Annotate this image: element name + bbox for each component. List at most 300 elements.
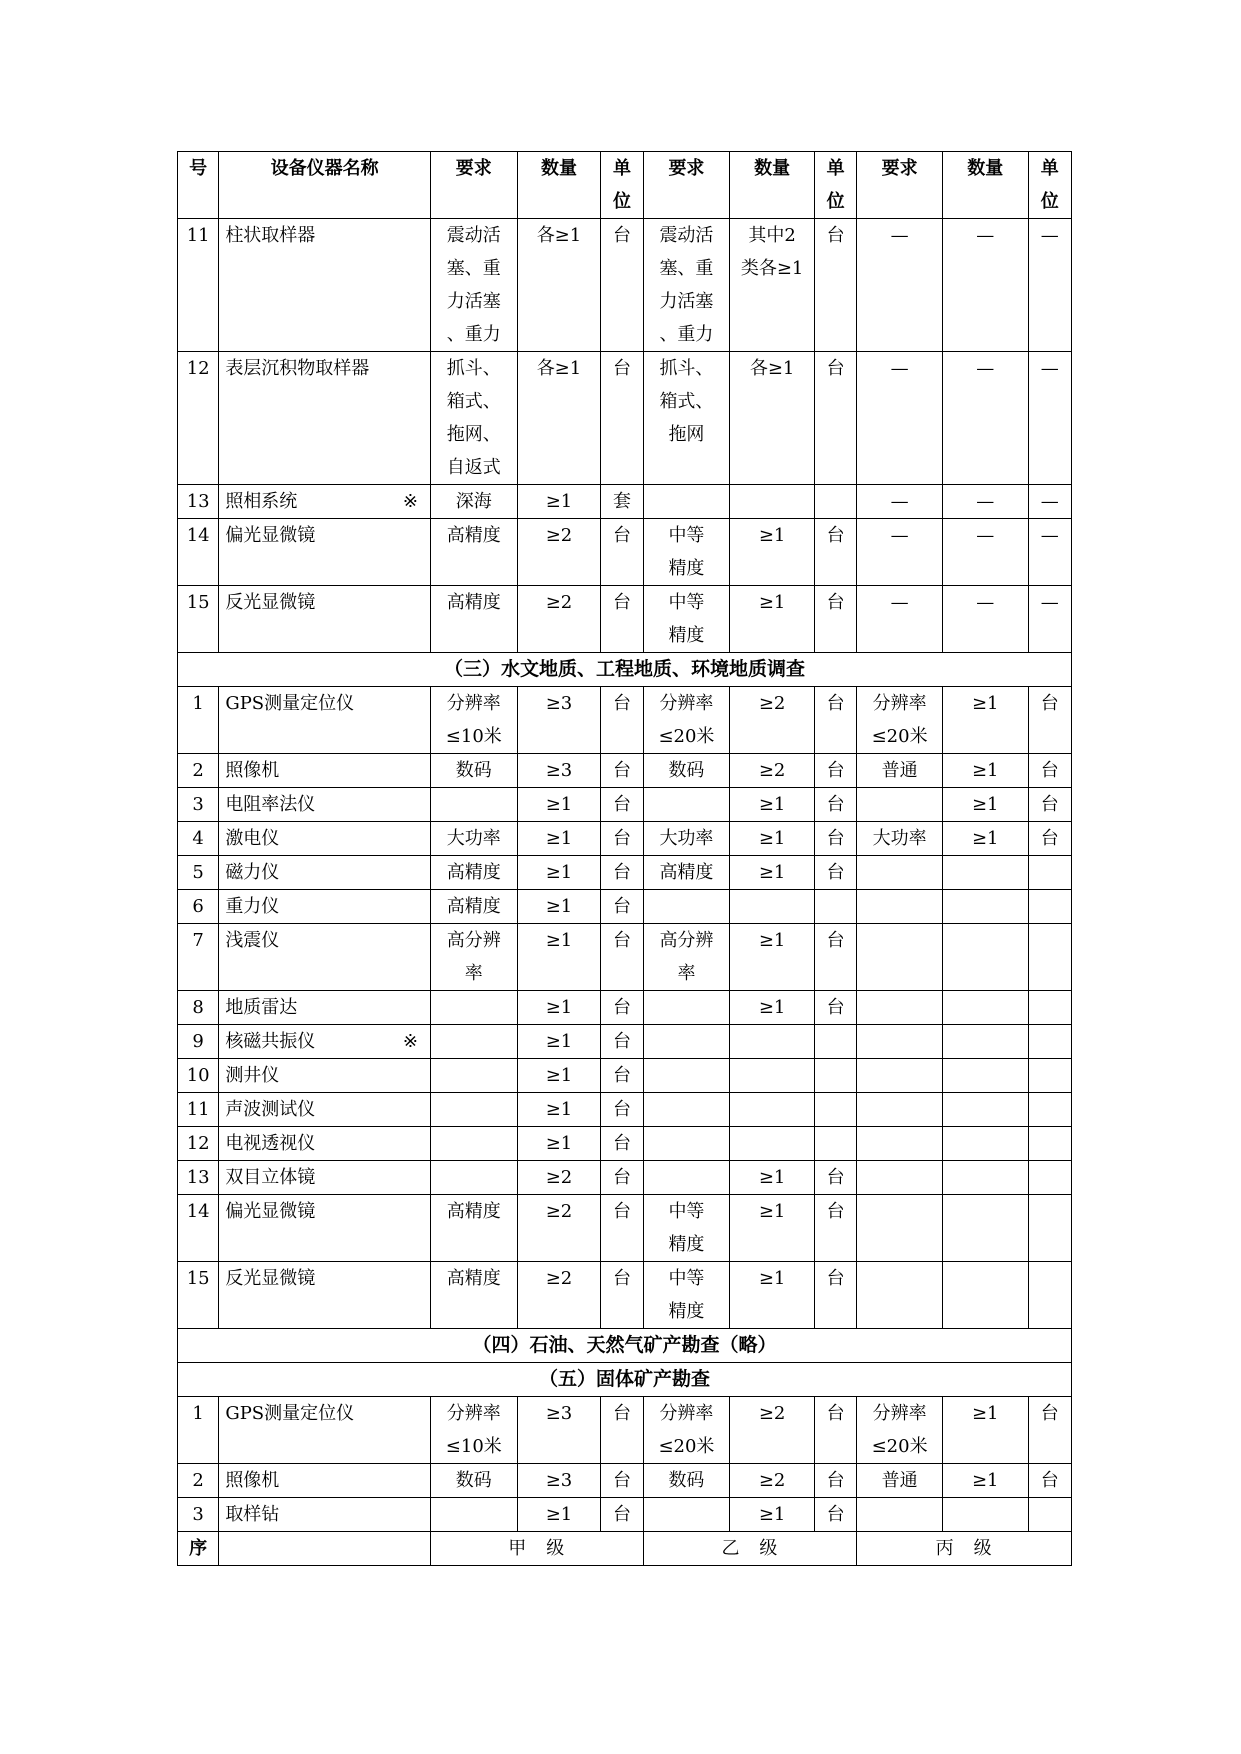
grade-b-quantity (730, 1127, 815, 1161)
row-name: 双目立体镜 (219, 1161, 431, 1195)
row-name: 反光显微镜 (219, 1262, 431, 1329)
table-row (178, 1195, 1072, 1262)
row-name: 表层沉积物取样器 (219, 352, 431, 485)
table-row (178, 1059, 1072, 1093)
grade-b-quantity: ≥1 (730, 1161, 815, 1195)
reference-mark: ※ (402, 491, 418, 512)
table-row (178, 991, 1072, 1025)
grade-a-unit: 台 (601, 1195, 643, 1262)
grade-c-quantity (942, 1059, 1028, 1093)
table-row (178, 1498, 1072, 1532)
grade-a-unit: 台 (601, 1127, 643, 1161)
row-name: 偏光显微镜 (219, 1195, 431, 1262)
grade-c-unit (1028, 924, 1071, 991)
grade-a-quantity: ≥1 (517, 1127, 601, 1161)
grade-c-quantity (942, 1195, 1028, 1262)
grade-b-unit: 台 (814, 1498, 856, 1532)
row-seq: 6 (178, 890, 219, 924)
header-qty-c: 数量 (942, 152, 1028, 219)
grade-a-requirement: 高精度 (430, 1262, 517, 1329)
grade-c-unit: — (1028, 219, 1071, 352)
grade-b-quantity: ≥2 (730, 687, 815, 754)
grade-b-unit: 台 (814, 687, 856, 754)
grade-a-requirement: 深海 (430, 485, 517, 519)
header-qty-a: 数量 (517, 152, 601, 219)
grade-a-quantity: ≥2 (517, 519, 601, 586)
grade-a-requirement: 高精度 (430, 519, 517, 586)
row-name: 磁力仪 (219, 856, 431, 890)
grade-b-requirement (643, 1059, 730, 1093)
grade-c-requirement (857, 890, 943, 924)
table-row (178, 1025, 1072, 1059)
grade-b-quantity (730, 485, 815, 519)
row-seq: 12 (178, 352, 219, 485)
grade-c-quantity (942, 1127, 1028, 1161)
section-row-5 (178, 1363, 1072, 1397)
row-seq: 10 (178, 1059, 219, 1093)
footer-blank (219, 1532, 431, 1566)
grade-c-unit: — (1028, 352, 1071, 485)
grade-b-unit: 台 (814, 519, 856, 586)
grade-c-unit (1028, 1025, 1071, 1059)
row-seq: 3 (178, 1498, 219, 1532)
grade-a-unit: 台 (601, 687, 643, 754)
row-name: 地质雷达 (219, 991, 431, 1025)
row-name: GPS测量定位仪 (219, 1397, 431, 1464)
table-row (178, 1127, 1072, 1161)
grade-c-requirement (857, 1093, 943, 1127)
grade-a-requirement (430, 788, 517, 822)
grade-b-unit: 台 (814, 1397, 856, 1464)
table-row (178, 890, 1072, 924)
grade-a-quantity: ≥1 (517, 1498, 601, 1532)
section-title: （五）固体矿产勘查 (178, 1363, 1072, 1397)
grade-b-quantity (730, 1025, 815, 1059)
grade-a-quantity: ≥2 (517, 1195, 601, 1262)
grade-c-unit (1028, 1161, 1071, 1195)
grade-b-unit: 台 (814, 1262, 856, 1329)
row-name: 柱状取样器 (219, 219, 431, 352)
grade-c-quantity (942, 1161, 1028, 1195)
row-seq: 11 (178, 219, 219, 352)
grade-a-requirement: 分辨率 ≤10米 (430, 1397, 517, 1464)
header-unit-a: 单 位 (601, 152, 643, 219)
grade-a-requirement: 大功率 (430, 822, 517, 856)
grade-b-requirement: 分辨率 ≤20米 (643, 687, 730, 754)
grade-a-unit: 台 (601, 890, 643, 924)
row-seq: 14 (178, 1195, 219, 1262)
grade-c-unit: 台 (1028, 788, 1071, 822)
grade-b-requirement: 中等 精度 (643, 1195, 730, 1262)
table-row (178, 822, 1072, 856)
table-row (178, 219, 1072, 352)
table-row (178, 856, 1072, 890)
grade-a-requirement: 分辨率 ≤10米 (430, 687, 517, 754)
grade-b-requirement (643, 1127, 730, 1161)
table-row (178, 485, 1072, 519)
grade-a-unit: 台 (601, 856, 643, 890)
grade-a-requirement: 高精度 (430, 890, 517, 924)
grade-c-quantity: — (942, 519, 1028, 586)
grade-c-unit (1028, 1059, 1071, 1093)
grade-c-requirement: 分辨率 ≤20米 (857, 687, 943, 754)
grade-c-requirement (857, 1059, 943, 1093)
table-row (178, 754, 1072, 788)
section-title: （三）水文地质、工程地质、环境地质调查 (178, 653, 1072, 687)
table-row (178, 1262, 1072, 1329)
row-name: 照像机 (219, 1464, 431, 1498)
grade-c-requirement (857, 991, 943, 1025)
reference-mark: ※ (402, 1031, 418, 1052)
grade-c-requirement: — (857, 352, 943, 485)
grade-b-requirement: 高精度 (643, 856, 730, 890)
grade-b-requirement: 高分辨 率 (643, 924, 730, 991)
header-req-a: 要求 (430, 152, 517, 219)
grade-c-unit: 台 (1028, 687, 1071, 754)
grade-a-quantity: ≥3 (517, 1397, 601, 1464)
table-row (178, 519, 1072, 586)
grade-b-quantity: ≥1 (730, 788, 815, 822)
row-seq: 13 (178, 485, 219, 519)
row-name: 取样钻 (219, 1498, 431, 1532)
grade-a-quantity: ≥1 (517, 856, 601, 890)
grade-c-quantity: ≥1 (942, 822, 1028, 856)
grade-c-quantity: ≥1 (942, 1464, 1028, 1498)
grade-c-requirement: 大功率 (857, 822, 943, 856)
grade-b-unit: 台 (814, 991, 856, 1025)
grade-b-unit: 台 (814, 856, 856, 890)
grade-a-requirement (430, 1059, 517, 1093)
grade-a-quantity: ≥1 (517, 890, 601, 924)
row-name: 浅震仪 (219, 924, 431, 991)
row-seq: 9 (178, 1025, 219, 1059)
grade-c-unit (1028, 890, 1071, 924)
row-seq: 3 (178, 788, 219, 822)
grade-a-quantity: ≥3 (517, 1464, 601, 1498)
table-row (178, 586, 1072, 653)
grade-c-unit (1028, 1262, 1071, 1329)
grade-a-quantity: ≥2 (517, 1262, 601, 1329)
grade-c-unit (1028, 1127, 1071, 1161)
grade-c-unit: — (1028, 485, 1071, 519)
grade-a-quantity: ≥1 (517, 1093, 601, 1127)
grade-c-quantity (942, 856, 1028, 890)
section-title: （四）石油、天然气矿产勘查（略） (178, 1329, 1072, 1363)
grade-c-quantity: — (942, 485, 1028, 519)
grade-c-requirement (857, 1195, 943, 1262)
grade-a-requirement: 高精度 (430, 856, 517, 890)
grade-a-quantity: ≥3 (517, 754, 601, 788)
grade-a-requirement: 震动活 塞、重 力活塞 、重力 (430, 219, 517, 352)
row-name: 照像机 (219, 754, 431, 788)
header-req-c: 要求 (857, 152, 943, 219)
grade-c-unit: 台 (1028, 1464, 1071, 1498)
grade-a-unit: 台 (601, 352, 643, 485)
grade-c-quantity: ≥1 (942, 687, 1028, 754)
row-seq: 15 (178, 586, 219, 653)
grade-b-requirement (643, 1161, 730, 1195)
row-seq: 13 (178, 1161, 219, 1195)
grade-b-requirement (643, 1498, 730, 1532)
row-seq: 4 (178, 822, 219, 856)
grade-a-unit: 台 (601, 1397, 643, 1464)
header-unit-c: 单 位 (1028, 152, 1071, 219)
grade-c-requirement (857, 856, 943, 890)
grade-c-unit: 台 (1028, 754, 1071, 788)
grade-a-unit: 台 (601, 822, 643, 856)
grade-a-quantity: 各≥1 (517, 352, 601, 485)
grade-b-unit (814, 485, 856, 519)
grade-b-requirement: 大功率 (643, 822, 730, 856)
grade-a-quantity: ≥1 (517, 924, 601, 991)
table-row (178, 1093, 1072, 1127)
grade-b-unit: 台 (814, 219, 856, 352)
row-name: GPS测量定位仪 (219, 687, 431, 754)
grade-b-quantity: ≥2 (730, 1464, 815, 1498)
grade-b-unit: 台 (814, 788, 856, 822)
grade-b-quantity: ≥1 (730, 1195, 815, 1262)
grade-b-unit (814, 890, 856, 924)
grade-b-unit (814, 1127, 856, 1161)
table-row (178, 924, 1072, 991)
grade-a-requirement: 高分辨 率 (430, 924, 517, 991)
equipment-table (177, 151, 1072, 1566)
grade-c-quantity: ≥1 (942, 754, 1028, 788)
table-row (178, 788, 1072, 822)
table-row (178, 352, 1072, 485)
grade-b-unit (814, 1093, 856, 1127)
header-qty-b: 数量 (730, 152, 815, 219)
grade-a-requirement: 高精度 (430, 586, 517, 653)
row-name: 反光显微镜 (219, 586, 431, 653)
row-name: 偏光显微镜 (219, 519, 431, 586)
grade-c-unit: 台 (1028, 822, 1071, 856)
grade-c-quantity (942, 1093, 1028, 1127)
row-seq: 5 (178, 856, 219, 890)
grade-b-requirement: 中等 精度 (643, 519, 730, 586)
grade-c-requirement: — (857, 586, 943, 653)
grade-a-requirement: 抓斗、 箱式、 拖网、 自返式 (430, 352, 517, 485)
grade-a-requirement (430, 1498, 517, 1532)
grade-a-unit: 台 (601, 219, 643, 352)
grade-b-heading: 乙 级 (643, 1532, 857, 1566)
grade-b-requirement: 抓斗、 箱式、 拖网 (643, 352, 730, 485)
grade-c-requirement (857, 788, 943, 822)
grade-b-quantity: ≥1 (730, 1262, 815, 1329)
grade-c-unit (1028, 1195, 1071, 1262)
grade-c-requirement (857, 924, 943, 991)
grade-b-quantity: ≥2 (730, 754, 815, 788)
header-unit-b: 单 位 (814, 152, 856, 219)
grade-a-quantity: ≥2 (517, 1161, 601, 1195)
row-name: 电阻率法仪 (219, 788, 431, 822)
grade-b-requirement (643, 1093, 730, 1127)
grade-b-requirement: 数码 (643, 1464, 730, 1498)
table-row (178, 1397, 1072, 1464)
grade-a-unit: 台 (601, 924, 643, 991)
grade-c-requirement: 普通 (857, 754, 943, 788)
grade-b-quantity (730, 1059, 815, 1093)
grade-a-unit: 台 (601, 1262, 643, 1329)
grade-a-requirement (430, 1127, 517, 1161)
grade-a-requirement: 数码 (430, 1464, 517, 1498)
grade-b-requirement: 震动活 塞、重 力活塞 、重力 (643, 219, 730, 352)
grade-a-unit: 台 (601, 1025, 643, 1059)
grade-c-quantity (942, 1025, 1028, 1059)
grade-c-unit: — (1028, 586, 1071, 653)
header-req-b: 要求 (643, 152, 730, 219)
table-row (178, 687, 1072, 754)
grade-a-quantity: ≥1 (517, 822, 601, 856)
grade-c-unit (1028, 991, 1071, 1025)
row-name: 电视透视仪 (219, 1127, 431, 1161)
grade-b-unit: 台 (814, 822, 856, 856)
grade-c-quantity (942, 890, 1028, 924)
grade-b-requirement: 数码 (643, 754, 730, 788)
grade-b-requirement: 中等 精度 (643, 586, 730, 653)
grade-b-requirement (643, 890, 730, 924)
grade-b-quantity: 各≥1 (730, 352, 815, 485)
grade-c-requirement: — (857, 519, 943, 586)
grade-c-requirement: 普通 (857, 1464, 943, 1498)
grade-a-unit: 台 (601, 1498, 643, 1532)
row-seq: 1 (178, 1397, 219, 1464)
grade-a-unit: 台 (601, 1093, 643, 1127)
grade-b-quantity (730, 890, 815, 924)
grade-a-requirement (430, 1093, 517, 1127)
grade-a-quantity: ≥3 (517, 687, 601, 754)
grade-c-requirement (857, 1025, 943, 1059)
footer-row (178, 1532, 1072, 1566)
row-name: 照相系统 ※ (219, 485, 431, 519)
grade-a-requirement: 数码 (430, 754, 517, 788)
grade-a-unit: 套 (601, 485, 643, 519)
grade-b-requirement (643, 485, 730, 519)
grade-c-unit (1028, 856, 1071, 890)
header-name: 设备仪器名称 (219, 152, 431, 219)
grade-c-requirement: — (857, 219, 943, 352)
row-name: 重力仪 (219, 890, 431, 924)
grade-b-requirement: 分辨率 ≤20米 (643, 1397, 730, 1464)
row-name: 声波测试仪 (219, 1093, 431, 1127)
grade-c-unit (1028, 1093, 1071, 1127)
grade-b-quantity: ≥2 (730, 1397, 815, 1464)
grade-b-quantity: ≥1 (730, 991, 815, 1025)
grade-b-unit: 台 (814, 1161, 856, 1195)
row-seq: 1 (178, 687, 219, 754)
grade-b-quantity: ≥1 (730, 519, 815, 586)
grade-c-heading: 丙 级 (857, 1532, 1072, 1566)
grade-c-quantity: ≥1 (942, 788, 1028, 822)
grade-b-requirement: 中等 精度 (643, 1262, 730, 1329)
grade-b-quantity (730, 1093, 815, 1127)
grade-a-quantity: ≥1 (517, 1025, 601, 1059)
grade-a-unit: 台 (601, 586, 643, 653)
grade-b-quantity: ≥1 (730, 924, 815, 991)
grade-b-quantity: ≥1 (730, 856, 815, 890)
grade-c-quantity: ≥1 (942, 1397, 1028, 1464)
grade-b-unit: 台 (814, 1195, 856, 1262)
grade-a-requirement: 高精度 (430, 1195, 517, 1262)
grade-b-requirement (643, 788, 730, 822)
grade-c-quantity (942, 924, 1028, 991)
table-row (178, 1161, 1072, 1195)
row-seq: 2 (178, 754, 219, 788)
grade-c-requirement (857, 1161, 943, 1195)
grade-c-unit: 台 (1028, 1397, 1071, 1464)
grade-c-quantity (942, 1498, 1028, 1532)
grade-a-unit: 台 (601, 788, 643, 822)
header-seq: 号 (178, 152, 219, 219)
grade-a-requirement (430, 1161, 517, 1195)
grade-c-quantity: — (942, 352, 1028, 485)
row-seq: 15 (178, 1262, 219, 1329)
grade-a-quantity: ≥2 (517, 586, 601, 653)
grade-c-unit (1028, 1498, 1071, 1532)
grade-b-quantity: ≥1 (730, 586, 815, 653)
grade-b-quantity: ≥1 (730, 1498, 815, 1532)
row-seq: 14 (178, 519, 219, 586)
row-name: 激电仪 (219, 822, 431, 856)
section-row-4 (178, 1329, 1072, 1363)
row-seq: 7 (178, 924, 219, 991)
grade-b-unit: 台 (814, 586, 856, 653)
row-seq: 2 (178, 1464, 219, 1498)
grade-a-unit: 台 (601, 519, 643, 586)
grade-a-requirement (430, 1025, 517, 1059)
row-name: 测井仪 (219, 1059, 431, 1093)
footer-seq: 序 (178, 1532, 219, 1566)
grade-c-quantity: — (942, 219, 1028, 352)
grade-c-quantity (942, 1262, 1028, 1329)
row-seq: 12 (178, 1127, 219, 1161)
grade-a-quantity: ≥1 (517, 1059, 601, 1093)
grade-a-unit: 台 (601, 754, 643, 788)
header-row (178, 152, 1072, 219)
grade-a-requirement (430, 991, 517, 1025)
section-row-3 (178, 653, 1072, 687)
row-seq: 11 (178, 1093, 219, 1127)
grade-c-requirement: — (857, 485, 943, 519)
grade-b-unit: 台 (814, 924, 856, 991)
grade-a-quantity: ≥1 (517, 485, 601, 519)
grade-b-unit: 台 (814, 352, 856, 485)
grade-c-quantity (942, 991, 1028, 1025)
grade-c-unit: — (1028, 519, 1071, 586)
grade-b-requirement (643, 1025, 730, 1059)
grade-a-unit: 台 (601, 1464, 643, 1498)
table-row (178, 1464, 1072, 1498)
grade-c-requirement (857, 1262, 943, 1329)
grade-b-unit (814, 1059, 856, 1093)
grade-b-quantity: 其中2 类各≥1 (730, 219, 815, 352)
grade-c-quantity: — (942, 586, 1028, 653)
row-name: 核磁共振仪 ※ (219, 1025, 431, 1059)
grade-b-unit: 台 (814, 754, 856, 788)
grade-c-requirement (857, 1127, 943, 1161)
grade-a-quantity: ≥1 (517, 991, 601, 1025)
grade-b-unit: 台 (814, 1464, 856, 1498)
grade-a-heading: 甲 级 (430, 1532, 643, 1566)
grade-a-unit: 台 (601, 991, 643, 1025)
grade-a-quantity: 各≥1 (517, 219, 601, 352)
grade-b-requirement (643, 991, 730, 1025)
grade-a-quantity: ≥1 (517, 788, 601, 822)
grade-c-requirement (857, 1498, 943, 1532)
grade-a-unit: 台 (601, 1059, 643, 1093)
grade-c-requirement: 分辨率 ≤20米 (857, 1397, 943, 1464)
grade-b-unit (814, 1025, 856, 1059)
